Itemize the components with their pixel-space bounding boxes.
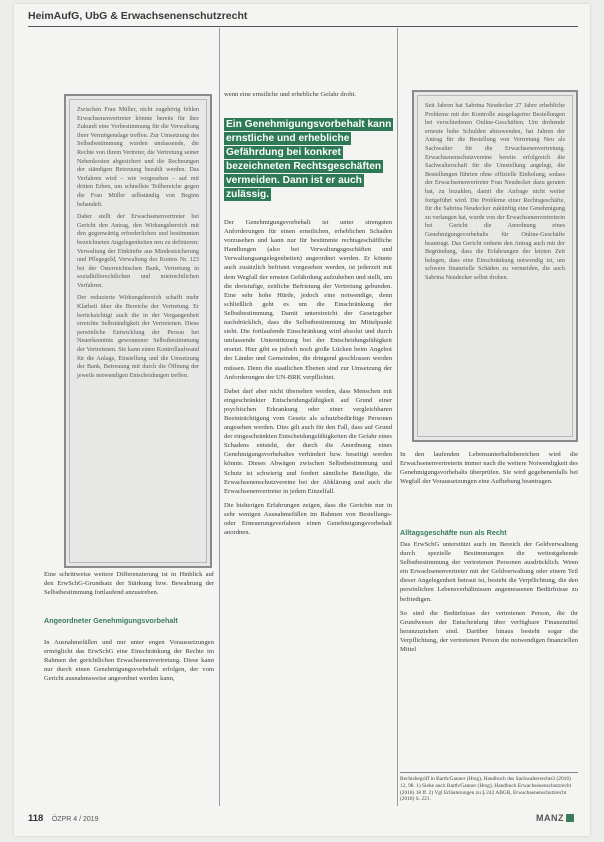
box-right-paragraph: Seit Jahren hat Sabrina Neudecker 27 Jahre erhebliche Probleme mit der Kontrolle ausgelagerter Bestellungen bei verschiedenen Online-Geschäften. Um drohende erneute hohe Schulden abzuwenden, hat Jahren der Antrag für die Bestellung von Vertretung Neu als Sachwalter für die Erwachsenenvertretung. Erwachsenenschutzvereine bereits erfolgreich die Sachwalterschaft für die Umstellung angelegt, die Bestellungen führten ohne offizielle Einholung, sodass der Erwachsenenvertreter Frau Neudecker dazu geraten hat, zu bezahlen, damit die Anfrage nicht weiter fortgeführt wird. Die Probleme einer Rechtsgeschäfte, für die Sabrina Neudecker zukünftig eine Genehmigung zu verlangen hat, wurde von der Erwachsenenvertreterin bei Gericht die Anordnung eines Genehmigungsvorbehalts für Online-Geschäfte beantragt. Das Gericht ordnete den Antrag auch mit der Begründung, dass die Erfahrungen der letzten Zeit belegen, dass eine Einschränkung notwendig ist, um schwere finanzielle Schäden zu vermeiden, die auch Sabrina Neudecker selbst drohen. [425,102,566,281]
section-heading-genehmigungsvorbehalt: Angeordneter Genehmigungsvorbehalt [44,616,178,625]
right-column-text [400,450,578,520]
footnotes: Rechtsbegriff in Barth/Ganner (Hrsg), Handbuch des Sachwalterrechts3 (2016) 12, 98. 1) Siehe auch Barth/Ganner (Hrsg), Handbuch Erwachsenenschutzrecht (2018) 18 ff. 2) Vgl Erläuterungen zu § 242 ABGB, Erwachsenenschutzrecht (2018) S. 221. [400,772,578,803]
column-rule-left [219,28,220,806]
right-column-text-2 [400,540,578,768]
body-paragraph: Der Genehmigungsvorbehalt ist unter strengsten Anforderungen für einen ernstlichen, erheblichen Schaden vorzusehen und kann nur für bestimmte rechtsgeschäftliche Handlungen (also bei Verwaltungsgeschäften und Verwaltungsangelegenheiten) angeordnet werden. Er könnte auch zusätzlich befristet vorgesehen werden, ist jederzeit mit dem Wegfall der ernsten Gefährdung aufzuheben und stellt, um die dreistufige, zeitliche Befristung der Vertretung gebunden. Eine sehr hohe Hürde, jedoch eine notwendige, denn schließlich geht es um die Einschränkung der Selbstbestimmung. Damit unterstreicht der Gesetzgeber nachdrücklich, dass die Selbstbestimmung im Mittelpunkt steht. Die fortlaufende Einschränkung wird absolut und durch umfassende Unterstützung bei der Entscheidungsfähigkeit ersetzt. Hier gibt es jedoch noch große Lücken beim Angebot der Länder und Gemeinden, die dringend geschlossen werden müssen. Denn die staatlichen Ebenen sind zur Umsetzung der Anforderungen der UN-BRK verpflichtet. [224,219,392,381]
body-paragraph: In den laufenden Lebensunterhaltsbereichen wird die Erwachsenenvertreterin immer nach die weitere Notwendigkeit des Genehmigungsvorbehalts überprüfen. Sie wird gegebenenfalls bei Wegfall der Voraussetzungen eine Aufhebung beantragen. [400,451,578,486]
body-paragraph: In Ausnahmefällen und nur unter engen Voraussetzungen ermöglicht das ErwSchG eine Einschränkung der Rechte im Rahmen der gerichtlichen Erwachsenenvertretung. Diese kann nur durch einen Genehmigungsvorbehalt erfolgen, der vom Gericht ausnahmsweise angeordnet werden kann, [44,639,214,683]
section-heading-alltagsgeschaefte: Alltagsgeschäfte nun als Recht [400,528,507,537]
publisher-mark-icon [566,814,574,822]
pull-quote-text: Ein Genehmigungsvorbehalt kann ernstliche und erhebliche Gefährdung bei konkret bezeichneten Rechtsgeschäften vermeiden. Dann ist er auch zulässig. [226,119,392,200]
example-box-left [64,94,212,568]
body-paragraph: Eine schrittweise weitere Differenzierung ist in Hinblick auf den ErwSchG-Grundsatz der Stärkung bzw. Bewahrung der Selbstbestimmung fortlaufend anzustreben. [44,571,214,597]
page-number: 118 [28,813,44,824]
box-left-paragraph: Zwischen Frau Müller, nicht zugehörig fehlen Erwachsenenvertreter könnte bereits für ihre Zukunft eine Vorbestimmung für die Verwaltung ihrer Vermögenslage treffen. Zur Umsetzung des Selbstbestimmung wurden umfassende, die Rechte von ihrem Vertreter, die Vertretung seiner Nebenkosten abgesichert und die Rechnungen der ständigen Betreuung bezahlt werden. Das Verfahren wird – wie vorgesehen – auf mit dritten Erben, um schnellste Teilbereiche gegen die Frau Müller selbständig von Beginn behandelt. [77,106,199,208]
middle-column-text [224,218,392,808]
example-box-right [412,90,578,442]
publisher-name: MANZ [536,813,564,823]
publisher-logo [536,813,574,823]
body-paragraph: Die bisherigen Erfahrungen zeigen, dass die Gerichte nur in sehr wenigen Ausnahmefällen im Rahmen von Bestellungs- oder Erneuerungsverfahren einen Genehmigungsvorbehalt anordnen. [224,501,392,537]
body-paragraph: Dabei darf aber nicht übersehen werden, dass Menschen mit eingeschränkter Entscheidungsfähigkeit auf Grund einer psychischen Erkrankung oder einer vergleichbaren Beeinträchtigung vom Gesetz als schutzbedürftige Personen angesehen werden. Dies gilt auch für den Fall, dass auf Grund der eingeschränkten Entscheidungsfähigkeiten die Gefahr eines Schadens entsteht, der durch die Anordnung eines Genehmigungsvorbehaltes verhindert bzw. beseitigt werden könnte. Dieses Abwägen zwischen Selbstbestimmung und Schutz ist schwierig und fordert sämtliche Beteiligte, die Erwachsenenschutzvereine bei der Abklärung und auch die Erwachsenenvertreter in jedem Einzelfall. [224,387,392,495]
body-paragraph: So sind die Bedürfnisse der vertretenen Person, die ihr Grundwesen der Entscheidung über verfügbare Finanzmittel heranzuziehen sind. Darüber hinaus besteht sogar die Verpflichtung, der vertretenen Person die notwendigen finanziellen Mittel [400,609,578,654]
left-column-text [44,570,214,610]
example-box-right-text [417,95,573,437]
body-paragraph: wenn eine ernstliche und erhebliche Gefahr droht. [224,91,357,98]
page-footer [28,813,578,827]
box-left-paragraph: Der reduzierte Wirkungsbereich schafft mehr Klarheit über die Bereiche der Vertretung. Er berücksichtigt auch die in der Vergangenheit erreichte Selbständigkeit der Vertretenen. Diese persönliche Entwicklung der Person bei Neuerkenntnis gewonnener Selbstbestimmung der Vertretenen. Sie kann einen Kontrollaufwand für die Anlage, Einstellung und die Umsetzung der Bank, Betreuung mit durch die Öffnung der jeweils notwendigen Entscheidungen treffen. [77,294,199,379]
example-box-left-text [69,99,207,563]
journal-issue: ÖZPR 4 / 2019 [51,816,99,823]
middle-top-text [224,90,392,112]
box-left-paragraph: Daher stellt der Erwachsenenvertreter bei Gericht den Antrag, den Wirkungsbereich mit den gegenwärtig erforderlichen und bestimmten bezeichneten Angelegenheiten neu zu definieren: Verwaltung der Einkünfte aus Mindestsicherung und Pflegegeld, Verwaltung des Kontos Nr. 123 bei der Österreichischen Bank, Vertretung in sozialhilferechtlichen und mietrechtlichen Verfahren. [77,213,199,289]
column-rule-right [397,28,398,806]
running-header: HeimAufG, UbG & Erwachsenenschutzrecht [28,10,578,27]
body-paragraph: Das ErwSchG unterstützt auch im Bereich der Geldverwaltung durch spezielle Bestimmungen die weitestgehende Selbstbestimmung der vertretenen Personen ausdrücklich. Wenn ein Erwachsenenvertreter mit der Geldverwaltung oder einem Teil dieser Angelegenheit betraut ist, besteht die Verpflichtung, die den persönlichen Lebensverhältnissen angemessenen Bedürfnisse zu befriedigen. [400,541,578,603]
pull-quote [224,118,392,202]
left-column-text-2 [44,638,214,808]
